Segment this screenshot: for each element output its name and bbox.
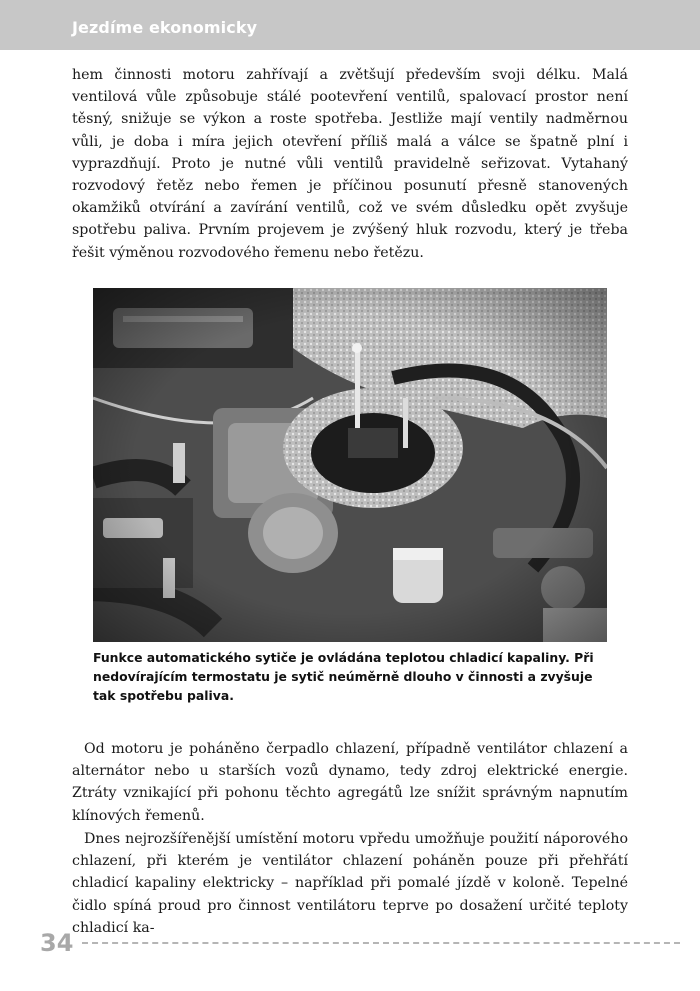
chapter-title: Jezdíme ekonomicky [72,18,258,37]
body-paragraph-2: Od motoru je poháněno čerpadlo chlazení, případně ventilátor chlazení a alternátor nebo u starších vozů dynamo, tedy zdroj elektrické energie. Ztráty vznikající při pohonu těchto agregátů lze snížit správným napnutím klínových řemenů. [72,741,628,824]
carburetor-photo [93,288,607,642]
body-paragraph-1: hem činnosti motoru zahřívají a zvětšují především svoji délku. Malá ventilová vůle způsobuje stálé pootevření ventilů, spalovací prostor není těsný, snižuje se výkon a roste spotřeba. Jestliže mají ventily nadměrnou vůli, je doba i míra jejich otevření příliš malá a válce se špatně plní i vyprazdňují. Proto je nutné vůli ventilů pravidelně seřizovat. Vytahaný rozvodový řetěz nebo řemen je příčinou posunutí přesně stanovených okamžiků otvírání a zavírání ventilů, což ve svém důsledku opět zvyšuje spotřebu paliva. Prvním projevem je zvýšený hluk rozvodu, který je třeba řešit výměnou rozvodového řemenu nebo řetězu. [72,67,628,261]
body-paragraph-3: Dnes nejrozšířenější umístění motoru vpředu umožňuje použití náporového chlazení, při kterém je ventilátor chlazení poháněn pouze při přehřátí chladicí kapaliny elektricky – například při pomalé jízdě v koloně. Tepelné čidlo spíná proud pro činnost ventilátoru teprve po dosažení určité teploty chladicí ka- [72,831,628,936]
photo-caption: Funkce automatického sytiče je ovládána teplotou chladicí kapaliny. Při nedovírajícím termostatu je sytič neúměrně dlouho v činnosti a zvyšuje tak spotřebu paliva. [93,650,594,703]
footer-dashed-rule [82,942,680,944]
header-band [0,0,700,50]
engine-photo-illustration [93,288,607,642]
page-number: 34 [40,929,74,957]
